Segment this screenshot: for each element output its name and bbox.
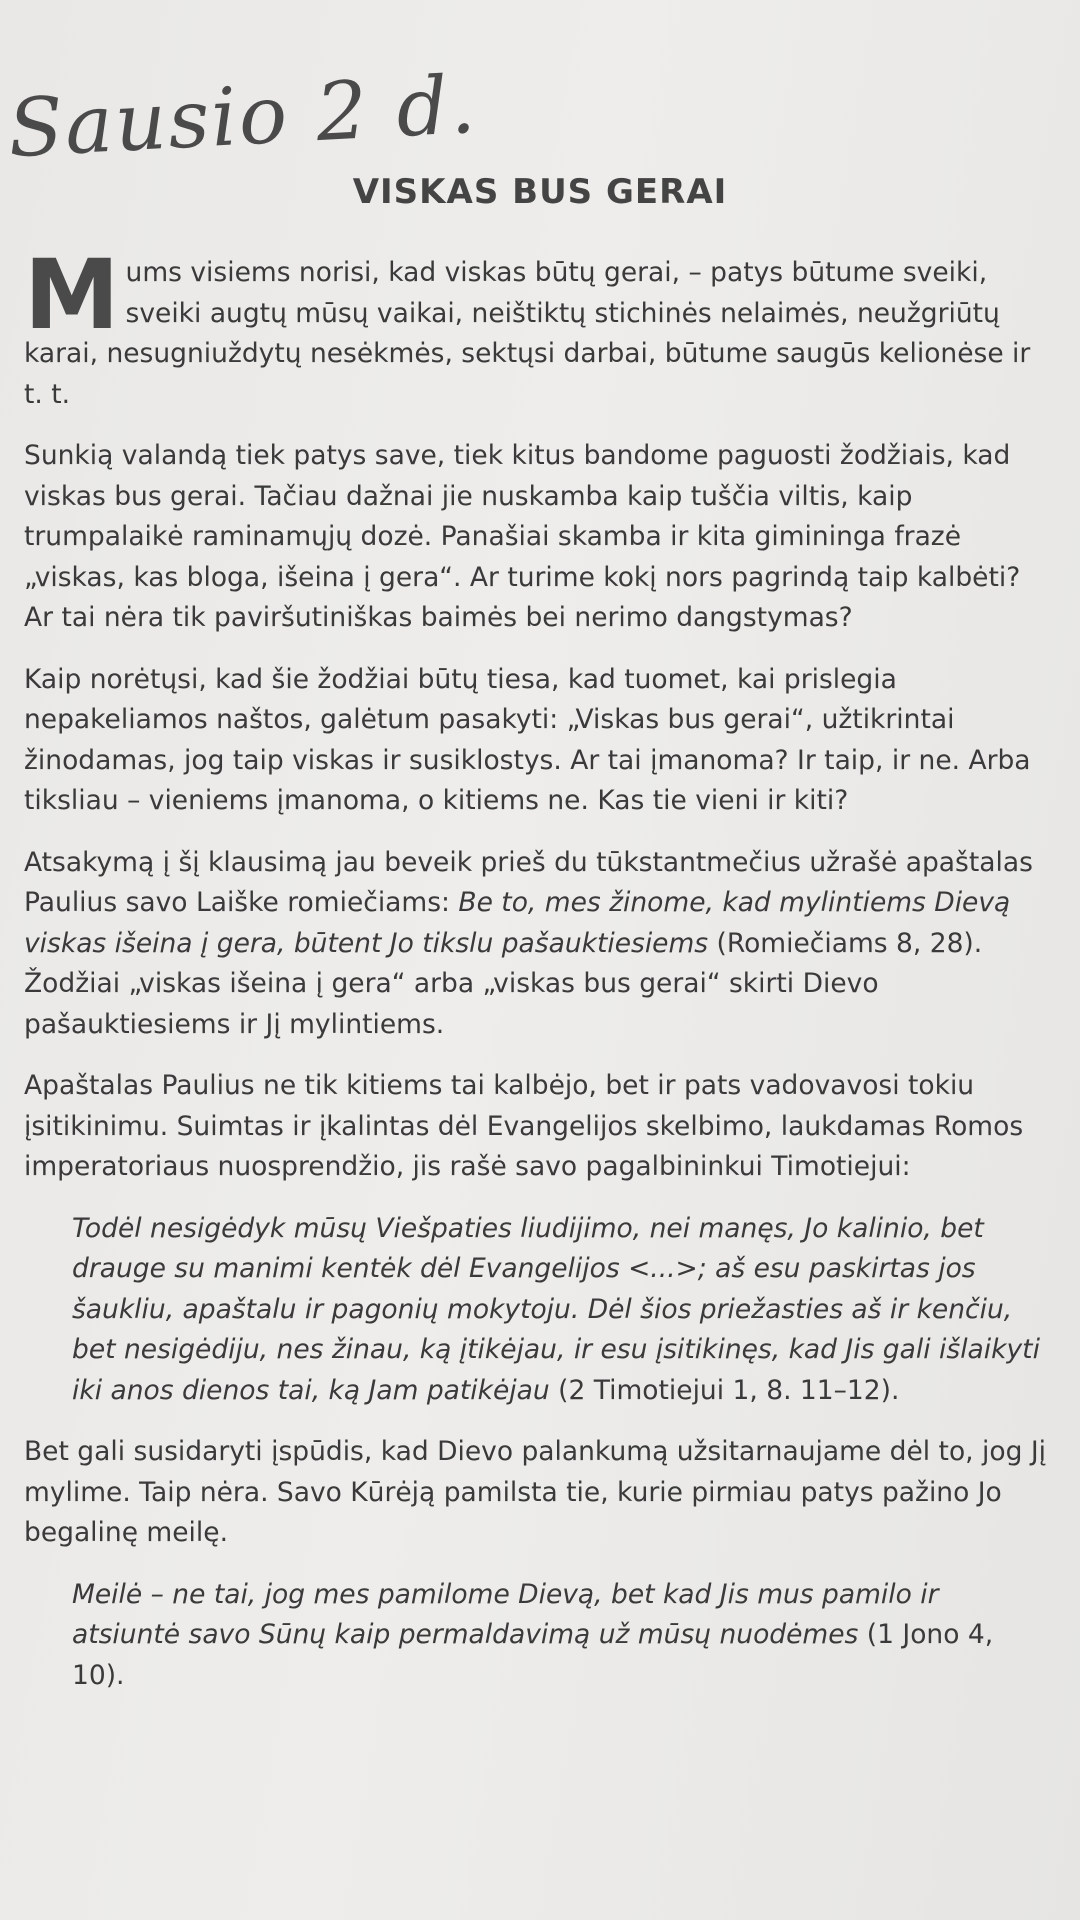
block-quote-timothy: [72, 1209, 1054, 1412]
body-text: [24, 239, 1054, 1717]
paragraph-4: [24, 843, 1054, 1046]
quote-timothy-text: Todėl nesigėdyk mūsų Viešpaties liudijimo, nei manęs, Jo kalinio, bet drauge su manimi kentėk dėl Evangelijos <...>; aš esu paskirtas jos šaukliu, apaštalu ir pagonių mokytoju. Dėl šios priežasties aš ir kenčiu, bet nesigėdiju, nes žinau, ką įtikėjau, ir esu įsitikinęs, kad Jis gali išlaikyti iki anos dienos tai, ką Jam patikėjau: [72, 1212, 1040, 1406]
page-title: VISKAS BUS GERAI: [352, 172, 728, 212]
paragraph-6: Bet gali susidaryti įspūdis, kad Dievo palankumą užsitarnaujame dėl to, jog Jį mylime. Taip nėra. Savo Kūrėją pamilsta tie, kurie pirmiau patys pažino Jo begalinę meilę.: [24, 1436, 1046, 1548]
quote-john-text: Meilė – ne tai, jog mes pamilome Dievą, bet kad Jis mus pamilo ir atsiuntė savo Sūnų kaip permaldavimą už mūsų nuodėmes: [72, 1578, 939, 1650]
paragraph-4-text-a: Atsakymą į šį klausimą jau beveik prieš du tūkstantmečius užrašė apaštalas Paulius savo Laiške romiečiams:: [24, 846, 1033, 918]
paragraph-5: Apaštalas Paulius ne tik kitiems tai kalbėjo, bet ir pats vadovavosi tokiu įsitikinimu. Suimtas ir įkalintas dėl Evangelijos skelbimo, laukdamas Romos imperatoriaus nuosprendžio, jis rašė savo pagalbininkui Timotiejui:: [24, 1070, 1024, 1182]
scripture-quote-romans: Be to, mes žinome, kad mylintiems Dievą viskas išeina į gera, būtent Jo tikslu pašauktiesiems: [24, 887, 1011, 959]
paragraph-1-text: ums visiems norisi, kad viskas būtų gerai, – patys būtume sveiki, sveiki augtų mūsų vaikai, neištiktų stichinės nelaimės, neužgriūtų karai, nesugniuždytų nesėkmės, sektųsi darbai, būtume saugūs kelionėse ir t. t.: [24, 257, 1031, 410]
paragraph-2: Sunkią valandą tiek patys save, tiek kitus bandome paguosti žodžiais, kad viskas bus gerai. Tačiau dažnai jie nuskamba kaip tuščia viltis, kaip trumpalaikė raminamųjų dozė. Panašiai skamba ir kita gimininga frazė „viskas, kas bloga, išeina į gera“. Ar turime kokį nors pagrindą taip kalbėti? Ar tai nėra tik paviršutiniškas baimės bei nerimo dangstymas?: [24, 440, 1021, 633]
handwritten-date: Sausio 2 d.: [5, 57, 480, 176]
paragraph-3: Kaip norėtųsi, kad šie žodžiai būtų tiesa, kad tuomet, kai prislegia nepakeliamos naštos, galėtum pasakyti: „Viskas bus gerai“, užtikrintai žinodamas, jog taip viskas ir susiklostys. Ar tai įmanoma? Ir taip, ir ne. Arba tiksliau – vieniems įmanoma, o kitiems ne. Kas tie vieni ir kiti?: [24, 663, 1031, 816]
block-quote-john: [72, 1575, 1054, 1697]
paragraph-4-text-b: (Romiečiams 8, 28). Žodžiai „viskas išeina į gera“ arba „viskas bus gerai“ skirti Dievo pašauktiesiems ir Jį mylintiems.: [24, 927, 983, 1040]
quote-john-reference: (1 Jono 4, 10).: [72, 1619, 994, 1691]
drop-cap: M: [24, 239, 120, 351]
paragraph-1: [24, 239, 1054, 415]
quote-timothy-reference: (2 Timotiejui 1, 8. 11–12).: [549, 1374, 900, 1406]
